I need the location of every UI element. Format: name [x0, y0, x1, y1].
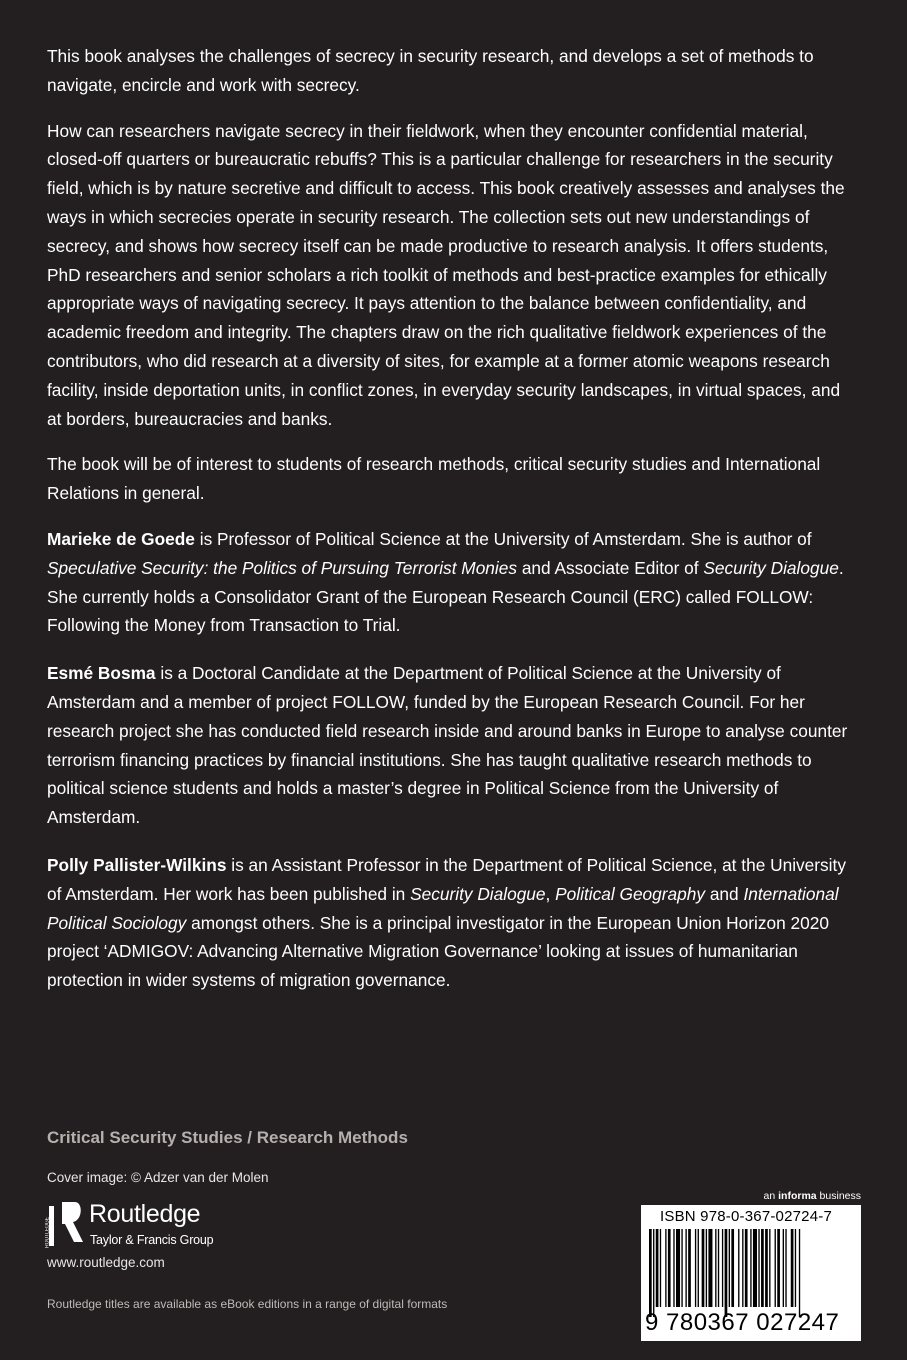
publisher-website[interactable]: www.routledge.com [47, 1255, 165, 1270]
barcode-bar [681, 1229, 682, 1307]
barcode-bar [725, 1229, 728, 1317]
barcode-bar [799, 1229, 800, 1317]
publisher-group: Taylor & Francis Group [90, 1233, 214, 1247]
blurb-intro: This book analyses the challenges of secrecy in security research, and develops a set of methods to navigate, encircle and work with secrecy. [47, 46, 814, 95]
barcode-bar [715, 1229, 716, 1307]
barcode-bar [761, 1229, 764, 1307]
barcode-bar [676, 1229, 680, 1307]
barcode-bar [753, 1229, 757, 1307]
author-name: Polly Pallister-Wilkins [47, 854, 227, 875]
logo-vertical-text: ROUTLEDGE [45, 1216, 51, 1248]
barcode-bar [791, 1229, 794, 1307]
barcode-bar [649, 1229, 652, 1317]
barcode-bar [685, 1229, 686, 1307]
author-name: Marieke de Goede [47, 528, 195, 549]
ebook-note: Routledge titles are available as eBook editions in a range of digital formats [47, 1297, 448, 1311]
barcode-bar [673, 1229, 674, 1307]
blurb-audience: The book will be of interest to students of research methods, critical security studies and International Relations in general. [47, 454, 821, 504]
barcode-bar [665, 1229, 666, 1307]
routledge-logo-icon [45, 1200, 85, 1252]
barcode-bar [722, 1229, 723, 1307]
barcode-bar [750, 1229, 751, 1307]
author-name: Esmé Bosma [47, 663, 156, 684]
informa-business-label: an informa business [763, 1190, 861, 1202]
barcode-bar [706, 1229, 707, 1307]
barcode-bars [649, 1229, 853, 1321]
blurb-description: How can researchers navigate secrecy in their fieldwork, when they encounter confidential material, closed-off quarters or bureaucratic rebuffs? This is a particular challenge for researchers in the security field, which is by nature secretive and difficult to access. This book creatively assesses and analyses the ways in which secrecies operate in security research. The collection sets out new understandings of secrecy, and shows how secrecy itself can be made productive to research analysis. It offers students, PhD researchers and senior scholars a rich toolkit of methods and best-practice examples for ethically appropriate ways of navigating secrecy. It pays attention to the balance between confidentiality, and academic freedom and integrity. The chapters draw on the rich qualitative fieldwork experiences of the contributors, who did research at a diversity of sites, for example at a former atomic weapons research facility, inside deportation units, in conflict zones, in everyday security landscapes, in virtual spaces, and at borders, bureaucracies and banks. [47, 120, 845, 429]
barcode-bar [660, 1229, 661, 1307]
barcode-bar [731, 1229, 734, 1307]
author-bio-de-goede: Marieke de Goede is Professor of Political Science at the University of Amsterdam. She is author of Speculative Security: the Politics of Pursuing Terrorist Monies and Associate Editor of Security Dialogue. She currently holds a Consolidator Grant of the European Research Council (ERC) called FOLLOW: Following the Money from Transaction to Trial. [47, 528, 844, 636]
barcode-bar [769, 1229, 770, 1307]
author-bio-bosma: Esmé Bosma is a Doctoral Candidate at the Department of Political Science at the University of Amsterdam and a member of project FOLLOW, funded by the European Research Council. For her research project she has conducted field research inside and around banks in Europe to analyse counter terrorism financing practices by financial institutions. She has taught qualitative research methods to political science students and holds a master’s degree in Political Science from the University of Amsterdam. [47, 663, 848, 828]
barcode-bar [795, 1229, 796, 1307]
barcode-bar [765, 1229, 768, 1307]
barcode-bar [775, 1229, 776, 1307]
barcode-bar [783, 1229, 784, 1307]
barcode-bar [777, 1229, 780, 1307]
barcode-bar [698, 1229, 699, 1307]
barcode-bar [738, 1229, 739, 1307]
barcode-bar [656, 1229, 659, 1307]
barcode-bar [702, 1229, 705, 1307]
barcode-bar [668, 1229, 671, 1307]
publisher-logo [45, 1200, 245, 1252]
barcode-bar [718, 1229, 719, 1307]
barcode-bar [745, 1229, 748, 1307]
barcode-bar [758, 1229, 759, 1307]
isbn-label: ISBN 978-0-367-02724-7 [660, 1208, 833, 1225]
barcode-bar [785, 1229, 786, 1307]
barcode-bar [653, 1229, 654, 1317]
barcode-bar [688, 1229, 691, 1307]
subject-category: Critical Security Studies / Research Methods [47, 1128, 408, 1147]
barcode-digits: 9 780367 027247 [645, 1309, 840, 1336]
barcode-bar [708, 1229, 712, 1307]
back-cover-text [47, 42, 857, 1014]
barcode-bar [742, 1229, 743, 1307]
isbn-barcode [641, 1205, 861, 1341]
barcode-bar [695, 1229, 696, 1307]
barcode-bar [729, 1229, 730, 1307]
publisher-name: Routledge [89, 1200, 201, 1228]
author-bio-pallister-wilkins: Polly Pallister-Wilkins is an Assistant Professor in the Department of Political Science, at the University of Amsterdam. Her work has been published in Security Dialogue, Political Geography and International Political Sociology amongst others. She is a principal investigator in the European Union Horizon 2020 project ‘ADMIGOV: Advancing Alternative Migration Governance’ looking at issues of humanitarian protection in wider systems of migration governance. [47, 854, 846, 991]
cover-image-credit: Cover image: © Adzer van der Molen [47, 1170, 269, 1185]
